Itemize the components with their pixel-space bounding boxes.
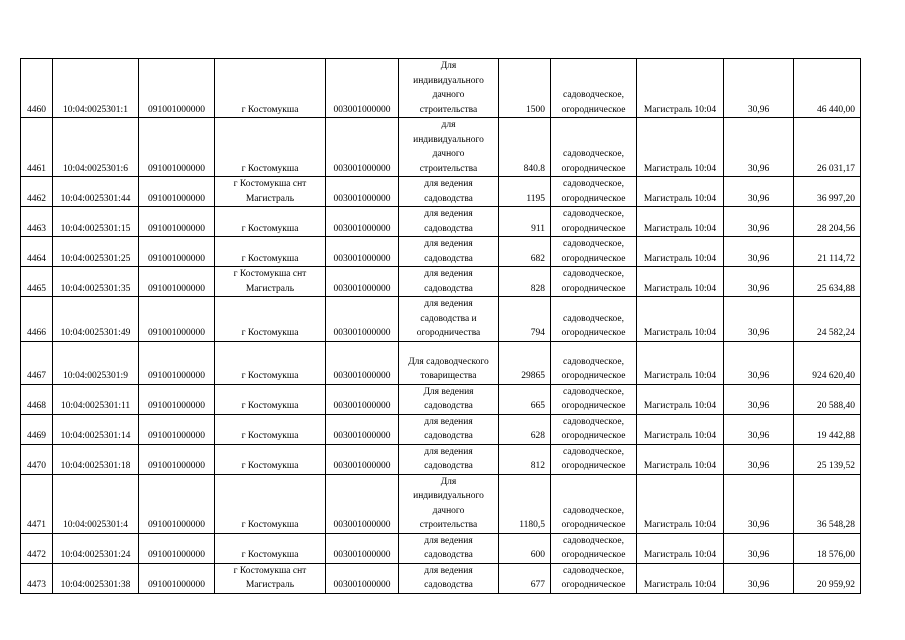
valuation-zone-cell: Магистраль 10:04 [637, 444, 724, 474]
use-category-cell: садоводческое, огородническое [551, 237, 637, 267]
cadastral-value-cell: 18 576,00 [794, 533, 861, 563]
use-category-cell: садоводческое, огородническое [551, 207, 637, 237]
oktmo-cell: 091001000000 [139, 297, 215, 342]
oktmo-cell: 091001000000 [139, 444, 215, 474]
code-cell: 003001000000 [326, 444, 399, 474]
permitted-use-cell: Для ведения садоводства [399, 384, 499, 414]
row-number-cell: 4473 [21, 563, 53, 593]
cadastral-value-cell: 36 548,28 [794, 474, 861, 533]
table-row [21, 118, 861, 177]
cadastral-number-cell: 10:04:0025301:6 [53, 118, 139, 177]
cadastral-value-cell: 21 114,72 [794, 237, 861, 267]
code-cell: 003001000000 [326, 237, 399, 267]
area-cell: 1180,5 [499, 474, 551, 533]
row-number-cell: 4468 [21, 384, 53, 414]
valuation-zone-cell: Магистраль 10:04 [637, 533, 724, 563]
area-cell: 677 [499, 563, 551, 593]
valuation-zone-cell: Магистраль 10:04 [637, 414, 724, 444]
locality-cell: г Костомукша [215, 59, 326, 118]
locality-cell: г Костомукша [215, 384, 326, 414]
oktmo-cell: 091001000000 [139, 414, 215, 444]
cadastral-value-cell: 25 634,88 [794, 267, 861, 297]
locality-cell: г Костомукша [215, 444, 326, 474]
cadastral-number-cell: 10:04:0025301:49 [53, 297, 139, 342]
row-number-cell: 4462 [21, 177, 53, 207]
valuation-zone-cell: Магистраль 10:04 [637, 177, 724, 207]
valuation-zone-cell: Магистраль 10:04 [637, 341, 724, 384]
valuation-zone-cell: Магистраль 10:04 [637, 59, 724, 118]
area-cell: 1195 [499, 177, 551, 207]
permitted-use-cell: для индивидуального дачного строительства [399, 118, 499, 177]
table-row [21, 474, 861, 533]
cadastral-value-cell: 924 620,40 [794, 341, 861, 384]
oktmo-cell: 091001000000 [139, 59, 215, 118]
cadastral-number-cell: 10:04:0025301:38 [53, 563, 139, 593]
cadastral-number-cell: 10:04:0025301:18 [53, 444, 139, 474]
row-number-cell: 4466 [21, 297, 53, 342]
locality-cell: г Костомукша [215, 118, 326, 177]
specific-value-cell: 30,96 [724, 384, 794, 414]
cadastral-value-cell: 28 204,56 [794, 207, 861, 237]
code-cell: 003001000000 [326, 533, 399, 563]
valuation-zone-cell: Магистраль 10:04 [637, 207, 724, 237]
specific-value-cell: 30,96 [724, 207, 794, 237]
row-number-cell: 4461 [21, 118, 53, 177]
table-row [21, 207, 861, 237]
cadastral-number-cell: 10:04:0025301:11 [53, 384, 139, 414]
use-category-cell: садоводческое, огородническое [551, 384, 637, 414]
valuation-zone-cell: Магистраль 10:04 [637, 118, 724, 177]
permitted-use-cell: для ведения садоводства [399, 444, 499, 474]
use-category-cell: садоводческое, огородническое [551, 118, 637, 177]
table-row [21, 384, 861, 414]
specific-value-cell: 30,96 [724, 237, 794, 267]
code-cell: 003001000000 [326, 384, 399, 414]
oktmo-cell: 091001000000 [139, 118, 215, 177]
cadastral-number-cell: 10:04:0025301:35 [53, 267, 139, 297]
code-cell: 003001000000 [326, 118, 399, 177]
table-row [21, 267, 861, 297]
cadastral-number-cell: 10:04:0025301:15 [53, 207, 139, 237]
specific-value-cell: 30,96 [724, 177, 794, 207]
valuation-zone-cell: Магистраль 10:04 [637, 474, 724, 533]
oktmo-cell: 091001000000 [139, 177, 215, 207]
row-number-cell: 4460 [21, 59, 53, 118]
table-row [21, 414, 861, 444]
use-category-cell: садоводческое, огородническое [551, 414, 637, 444]
code-cell: 003001000000 [326, 177, 399, 207]
valuation-zone-cell: Магистраль 10:04 [637, 297, 724, 342]
table-row [21, 177, 861, 207]
use-category-cell: садоводческое, огородническое [551, 533, 637, 563]
code-cell: 003001000000 [326, 414, 399, 444]
cadastral-number-cell: 10:04:0025301:1 [53, 59, 139, 118]
valuation-zone-cell: Магистраль 10:04 [637, 563, 724, 593]
specific-value-cell: 30,96 [724, 414, 794, 444]
area-cell: 29865 [499, 341, 551, 384]
cadastral-value-cell: 26 031,17 [794, 118, 861, 177]
oktmo-cell: 091001000000 [139, 384, 215, 414]
valuation-zone-cell: Магистраль 10:04 [637, 237, 724, 267]
area-cell: 911 [499, 207, 551, 237]
cadastral-value-cell: 46 440,00 [794, 59, 861, 118]
locality-cell: г Костомукша [215, 237, 326, 267]
cadastral-number-cell: 10:04:0025301:24 [53, 533, 139, 563]
table-row [21, 297, 861, 342]
row-number-cell: 4470 [21, 444, 53, 474]
table-row [21, 341, 861, 384]
cadastral-number-cell: 10:04:0025301:4 [53, 474, 139, 533]
specific-value-cell: 30,96 [724, 563, 794, 593]
valuation-zone-cell: Магистраль 10:04 [637, 384, 724, 414]
locality-cell: г Костомукша [215, 533, 326, 563]
area-cell: 628 [499, 414, 551, 444]
use-category-cell: садоводческое, огородническое [551, 341, 637, 384]
row-number-cell: 4471 [21, 474, 53, 533]
cadastral-value-cell: 36 997,20 [794, 177, 861, 207]
table-row [21, 444, 861, 474]
table-row [21, 563, 861, 593]
cadastral-value-cell: 20 959,92 [794, 563, 861, 593]
land-plots-table [20, 58, 861, 594]
oktmo-cell: 091001000000 [139, 267, 215, 297]
permitted-use-cell: для ведения садоводства [399, 207, 499, 237]
area-cell: 1500 [499, 59, 551, 118]
permitted-use-cell: для ведения садоводства [399, 237, 499, 267]
area-cell: 794 [499, 297, 551, 342]
cadastral-number-cell: 10:04:0025301:9 [53, 341, 139, 384]
locality-cell: г Костомукша [215, 414, 326, 444]
row-number-cell: 4467 [21, 341, 53, 384]
valuation-zone-cell: Магистраль 10:04 [637, 267, 724, 297]
table-row [21, 237, 861, 267]
oktmo-cell: 091001000000 [139, 563, 215, 593]
permitted-use-cell: для ведения садоводства и огородничества [399, 297, 499, 342]
table-row [21, 533, 861, 563]
area-cell: 828 [499, 267, 551, 297]
row-number-cell: 4464 [21, 237, 53, 267]
permitted-use-cell: Для индивидуального дачного строительства [399, 474, 499, 533]
specific-value-cell: 30,96 [724, 267, 794, 297]
locality-cell: г Костомукша [215, 297, 326, 342]
use-category-cell: садоводческое, огородническое [551, 59, 637, 118]
code-cell: 003001000000 [326, 207, 399, 237]
code-cell: 003001000000 [326, 59, 399, 118]
row-number-cell: 4472 [21, 533, 53, 563]
permitted-use-cell: для ведения садоводства [399, 563, 499, 593]
locality-cell: г Костомукша снт Магистраль [215, 267, 326, 297]
locality-cell: г Костомукша [215, 207, 326, 237]
row-number-cell: 4465 [21, 267, 53, 297]
cadastral-number-cell: 10:04:0025301:14 [53, 414, 139, 444]
code-cell: 003001000000 [326, 297, 399, 342]
oktmo-cell: 091001000000 [139, 237, 215, 267]
area-cell: 665 [499, 384, 551, 414]
cadastral-value-cell: 20 588,40 [794, 384, 861, 414]
use-category-cell: садоводческое, огородническое [551, 297, 637, 342]
locality-cell: г Костомукша [215, 341, 326, 384]
use-category-cell: садоводческое, огородническое [551, 444, 637, 474]
area-cell: 600 [499, 533, 551, 563]
oktmo-cell: 091001000000 [139, 341, 215, 384]
cadastral-value-cell: 19 442,88 [794, 414, 861, 444]
permitted-use-cell: для ведения садоводства [399, 267, 499, 297]
row-number-cell: 4463 [21, 207, 53, 237]
specific-value-cell: 30,96 [724, 533, 794, 563]
specific-value-cell: 30,96 [724, 297, 794, 342]
permitted-use-cell: Для индивидуального дачного строительства [399, 59, 499, 118]
code-cell: 003001000000 [326, 474, 399, 533]
locality-cell: г Костомукша снт Магистраль [215, 177, 326, 207]
use-category-cell: садоводческое, огородническое [551, 563, 637, 593]
use-category-cell: садоводческое, огородническое [551, 177, 637, 207]
permitted-use-cell: Для садоводческого товарищества [399, 341, 499, 384]
cadastral-value-cell: 24 582,24 [794, 297, 861, 342]
code-cell: 003001000000 [326, 563, 399, 593]
permitted-use-cell: для ведения садоводства [399, 533, 499, 563]
cadastral-number-cell: 10:04:0025301:44 [53, 177, 139, 207]
permitted-use-cell: для ведения садоводства [399, 177, 499, 207]
specific-value-cell: 30,96 [724, 341, 794, 384]
permitted-use-cell: для ведения садоводства [399, 414, 499, 444]
code-cell: 003001000000 [326, 267, 399, 297]
locality-cell: г Костомукша [215, 474, 326, 533]
use-category-cell: садоводческое, огородническое [551, 267, 637, 297]
locality-cell: г Костомукша снт Магистраль [215, 563, 326, 593]
area-cell: 682 [499, 237, 551, 267]
cadastral-number-cell: 10:04:0025301:25 [53, 237, 139, 267]
specific-value-cell: 30,96 [724, 444, 794, 474]
oktmo-cell: 091001000000 [139, 533, 215, 563]
oktmo-cell: 091001000000 [139, 474, 215, 533]
code-cell: 003001000000 [326, 341, 399, 384]
area-cell: 840.8 [499, 118, 551, 177]
land-cadastral-value-table-page [20, 58, 861, 594]
specific-value-cell: 30,96 [724, 118, 794, 177]
use-category-cell: садоводческое, огородническое [551, 474, 637, 533]
specific-value-cell: 30,96 [724, 474, 794, 533]
table-row [21, 59, 861, 118]
specific-value-cell: 30,96 [724, 59, 794, 118]
area-cell: 812 [499, 444, 551, 474]
cadastral-value-cell: 25 139,52 [794, 444, 861, 474]
row-number-cell: 4469 [21, 414, 53, 444]
oktmo-cell: 091001000000 [139, 207, 215, 237]
